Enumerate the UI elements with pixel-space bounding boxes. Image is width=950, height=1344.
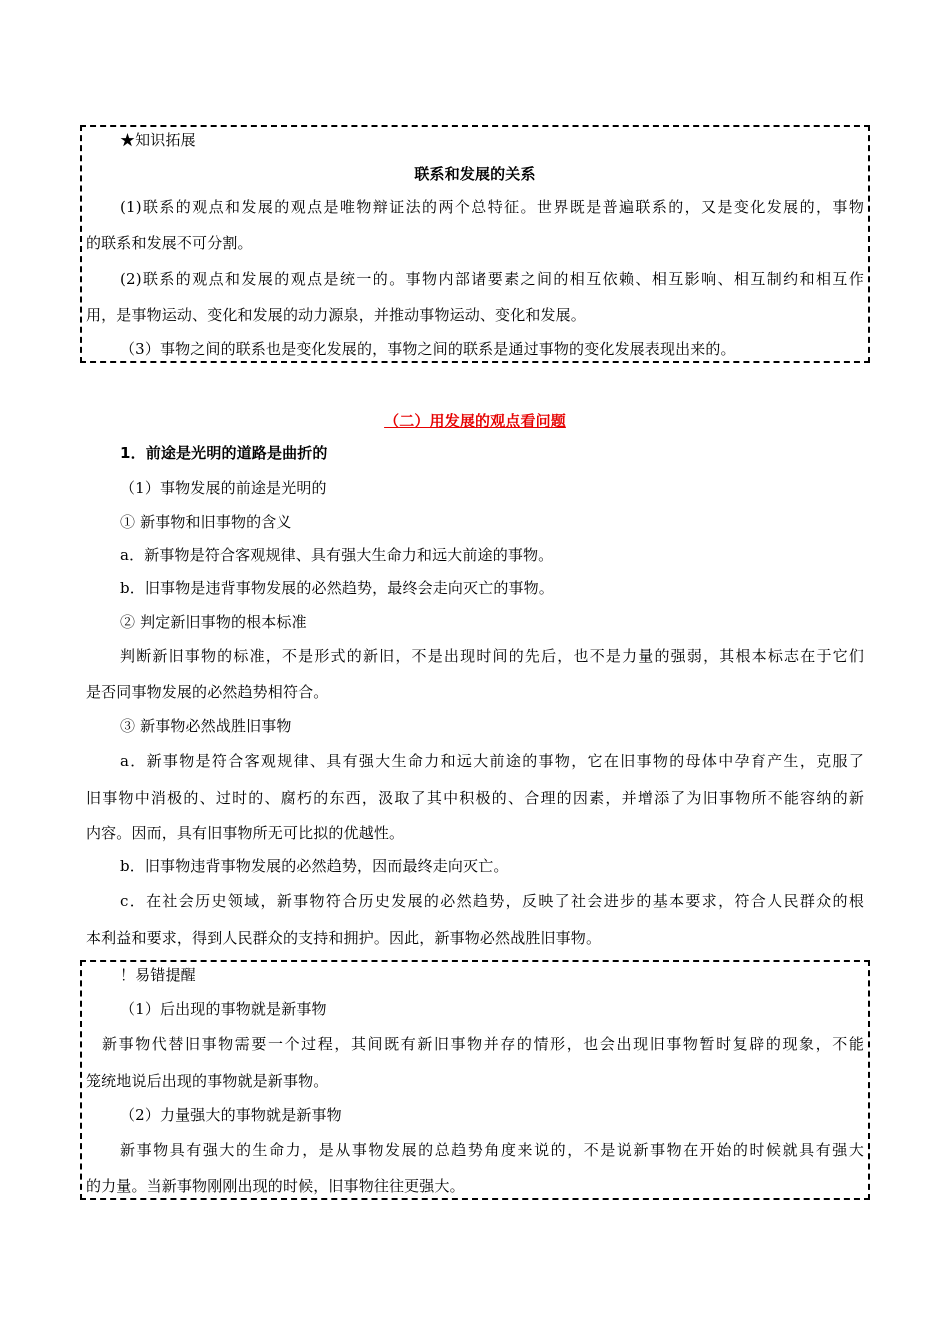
error-reminder-tag: ！易错提醒 [120, 966, 196, 984]
expansion-paragraph-1-line-1: (1)联系的观点和发展的观点是唯物辩证法的两个总特征。世界既是普遍联系的，又是变化发展的，事物 [120, 198, 864, 216]
section-heading: （二）用发展的观点看问题 [384, 412, 566, 430]
item-3c-line-2: 本利益和要求，得到人民群众的支持和拥护。因此，新事物必然战胜旧事物。 [86, 929, 602, 947]
reminder-2-title: （2）力量强大的事物就是新事物 [120, 1106, 342, 1124]
relation-title: 联系和发展的关系 [414, 165, 536, 183]
item-1a: a．新事物是符合客观规律、具有强大生命力和远大前途的事物。 [120, 546, 554, 564]
subheading-1-1: （1）事物发展的前途是光明的 [120, 479, 327, 497]
expansion-paragraph-2-line-1: (2)联系的观点和发展的观点是统一的。事物内部诸要素之间的相互依赖、相互影响、相互制约和相互作 [120, 270, 864, 288]
expansion-paragraph-1-line-2: 的联系和发展不可分割。 [86, 234, 253, 252]
reminder-2-line-1: 新事物具有强大的生命力，是从事物发展的总趋势角度来说的，不是说新事物在开始的时候就具有强大 [120, 1141, 864, 1159]
item-3a-line-3: 内容。因而，具有旧事物所无可比拟的优越性。 [86, 824, 405, 842]
reminder-2-line-2: 的力量。当新事物刚刚出现的时候，旧事物往往更强大。 [86, 1177, 465, 1195]
item-3a-line-1: a．新事物是符合客观规律、具有强大生命力和远大前途的事物，它在旧事物的母体中孕育产生，克服了 [120, 752, 864, 770]
reminder-1-title: （1）后出现的事物就是新事物 [120, 1000, 327, 1018]
circled-item-2: ② 判定新旧事物的根本标准 [120, 613, 307, 631]
item-2-line-2: 是否同事物发展的必然趋势相符合。 [86, 683, 329, 701]
subheading-1: 1．前途是光明的道路是曲折的 [120, 444, 328, 462]
item-2-line-1: 判断新旧事物的标准，不是形式的新旧，不是出现时间的先后，也不是力量的强弱，其根本标志在于它们 [120, 647, 864, 665]
item-3a-line-2: 旧事物中消极的、过时的、腐朽的东西，汲取了其中积极的、合理的因素，并增添了为旧事物所不能容纳的新 [86, 789, 864, 807]
reminder-1-line-2: 笼统地说后出现的事物就是新事物。 [86, 1072, 329, 1090]
knowledge-expansion-tag: ★知识拓展 [120, 131, 196, 149]
item-3c-line-1: c．在社会历史领域，新事物符合历史发展的必然趋势，反映了社会进步的基本要求，符合人民群众的根 [120, 892, 864, 910]
reminder-1-line-1: 新事物代替旧事物需要一个过程，其间既有新旧事物并存的情形，也会出现旧事物暂时复辟的现象，不能 [102, 1035, 864, 1053]
circled-item-3: ③ 新事物必然战胜旧事物 [120, 717, 292, 735]
expansion-paragraph-3: （3）事物之间的联系也是变化发展的，事物之间的联系是通过事物的变化发展表现出来的。 [120, 340, 736, 358]
item-3b: b．旧事物违背事物发展的必然趋势，因而最终走向灭亡。 [120, 857, 509, 875]
expansion-paragraph-2-line-2: 用，是事物运动、变化和发展的动力源泉，并推动事物运动、变化和发展。 [86, 306, 586, 324]
circled-item-1: ① 新事物和旧事物的含义 [120, 513, 292, 531]
item-1b: b．旧事物是违背事物发展的必然趋势，最终会走向灭亡的事物。 [120, 579, 554, 597]
